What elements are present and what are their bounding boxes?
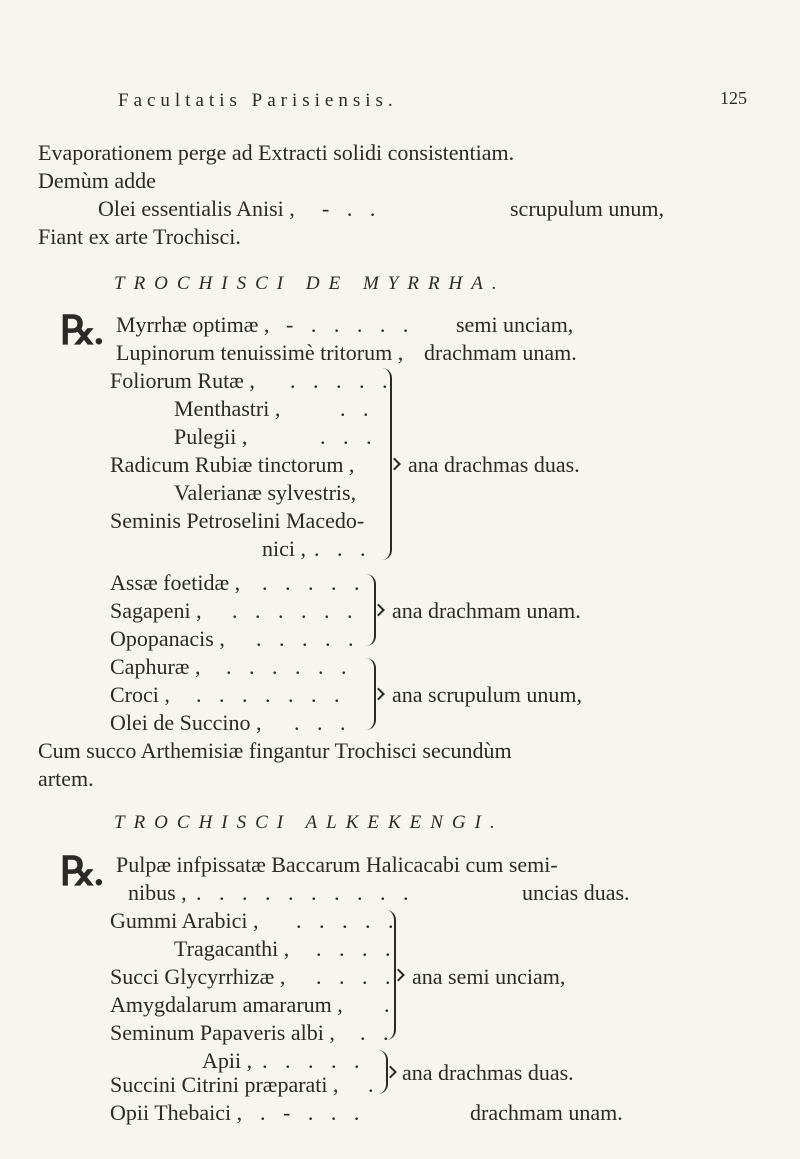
ingredient-dots: . (384, 992, 396, 1017)
section-title-alkekengi: TROCHISCI ALKEKENGI. (114, 812, 504, 833)
ingredient-name: Gummi Arabici , (110, 908, 259, 933)
ingredient-qty: drachmam unam. (470, 1100, 623, 1125)
brace-group-5 (376, 1050, 388, 1094)
ingredient-name: Succi Glycyrrhizæ , (110, 964, 286, 989)
intro-line-3-name: Olei essentialis Anisi , (98, 196, 295, 221)
ingredient-dots: . . . . . (256, 626, 360, 651)
brace-group-2 (364, 574, 376, 646)
page-number: 125 (720, 88, 747, 108)
ingredient-name: Assæ foetidæ , (110, 570, 241, 595)
ingredient-dots: - . . . . . (286, 312, 415, 337)
ingredient-dots: . . . . . (262, 570, 366, 595)
ingredient-name: Pulegii , (174, 424, 248, 449)
ingredient-name: Seminum Papaveris albi , (110, 1020, 335, 1045)
intro-line-3-dots: - . . (322, 196, 382, 221)
brace-group-1 (380, 368, 392, 560)
ingredient-dots: . . . . . (262, 1048, 366, 1073)
ingredient-dots: . - . . . (260, 1100, 366, 1125)
ingredient-dots: . . . . . . (232, 598, 359, 623)
ingredient-name: Opopanacis , (110, 626, 225, 651)
ingredient-dots: . . . (320, 424, 378, 449)
running-title: Facultatis Parisiensis. (118, 90, 398, 111)
ingredient-name: Seminis Petroselini Macedo- (110, 508, 365, 533)
ingredient-name: Foliorum Rutæ , (110, 368, 255, 393)
ingredient-name: Apii , (202, 1048, 253, 1073)
closing-line-2: artem. (38, 766, 94, 791)
ingredient-dots: . . . . . . . (196, 682, 346, 707)
ingredient-name: Radicum Rubiæ tinctorum , (110, 452, 355, 477)
ingredient-name: Opii Thebaici , (110, 1100, 243, 1125)
ingredient-qty: semi unciam, (456, 312, 574, 337)
ingredient-qty: drachmam unam. (424, 340, 577, 365)
ingredient-name: Lupinorum tenuissimè tritorum , (116, 340, 404, 365)
ingredient-name: Succini Citrini præparati , (110, 1072, 339, 1097)
brace-group-4 (384, 910, 396, 1040)
ingredient-name: nibus , (128, 880, 187, 905)
ingredient-dots: . . . . . (296, 908, 400, 933)
ingredient-dots: . . . (294, 710, 352, 735)
ingredient-name: Olei de Succino , (110, 710, 262, 735)
intro-line-1: Evaporationem perge ad Extracti solidi consistentiam. (38, 140, 515, 165)
ingredient-name: nici , (262, 536, 306, 561)
ingredient-name: Croci , (110, 682, 170, 707)
intro-line-3-qty: scrupulum unum, (510, 196, 664, 221)
ingredient-dots: . . . . . . (226, 654, 353, 679)
ingredient-name: Pulpæ infpissatæ Baccarum Halicacabi cum semi- (116, 852, 558, 877)
ingredient-name: Menthastri , (174, 396, 281, 421)
ingredient-name: Caphuræ , (110, 654, 201, 679)
ingredient-name: Valerianæ sylvestris, (174, 480, 357, 505)
group-qty: ana drachmam unam. (392, 598, 581, 623)
ingredient-dots: . . (360, 1020, 395, 1045)
ingredient-qty: uncias duas. (522, 880, 630, 905)
ingredient-name: Myrrhæ optimæ , (116, 312, 270, 337)
recipe-symbol: ℞. (60, 308, 102, 353)
ingredient-name: Tragacanthi , (174, 936, 290, 961)
intro-line-4: Fiant ex arte Trochisci. (38, 224, 241, 249)
ingredient-dots: . . . . . . . . . . (196, 880, 415, 905)
group-qty: ana semi unciam, (412, 964, 566, 989)
ingredient-dots: . . . (314, 536, 372, 561)
ingredient-name: Sagapeni , (110, 598, 202, 623)
closing-line-1: Cum succo Arthemisiæ fingantur Trochisci secundùm (38, 738, 512, 763)
group-qty: ana drachmas duas. (408, 452, 580, 477)
ingredient-name: Amygdalarum amararum , (110, 992, 343, 1017)
recipe-symbol: ℞. (60, 849, 102, 894)
group-qty: ana drachmas duas. (402, 1060, 574, 1085)
brace-group-3 (364, 658, 376, 730)
ingredient-dots: . . . . (316, 964, 397, 989)
ingredient-dots: . . (340, 396, 375, 421)
ingredient-dots: . (368, 1072, 380, 1097)
ingredient-dots: . . . . (316, 936, 397, 961)
section-title-myrrha: TROCHISCI DE MYRRHA. (114, 273, 506, 294)
intro-line-2: Demùm adde (38, 168, 156, 193)
group-qty: ana scrupulum unum, (392, 682, 583, 707)
ingredient-dots: . . . . . (290, 368, 394, 393)
